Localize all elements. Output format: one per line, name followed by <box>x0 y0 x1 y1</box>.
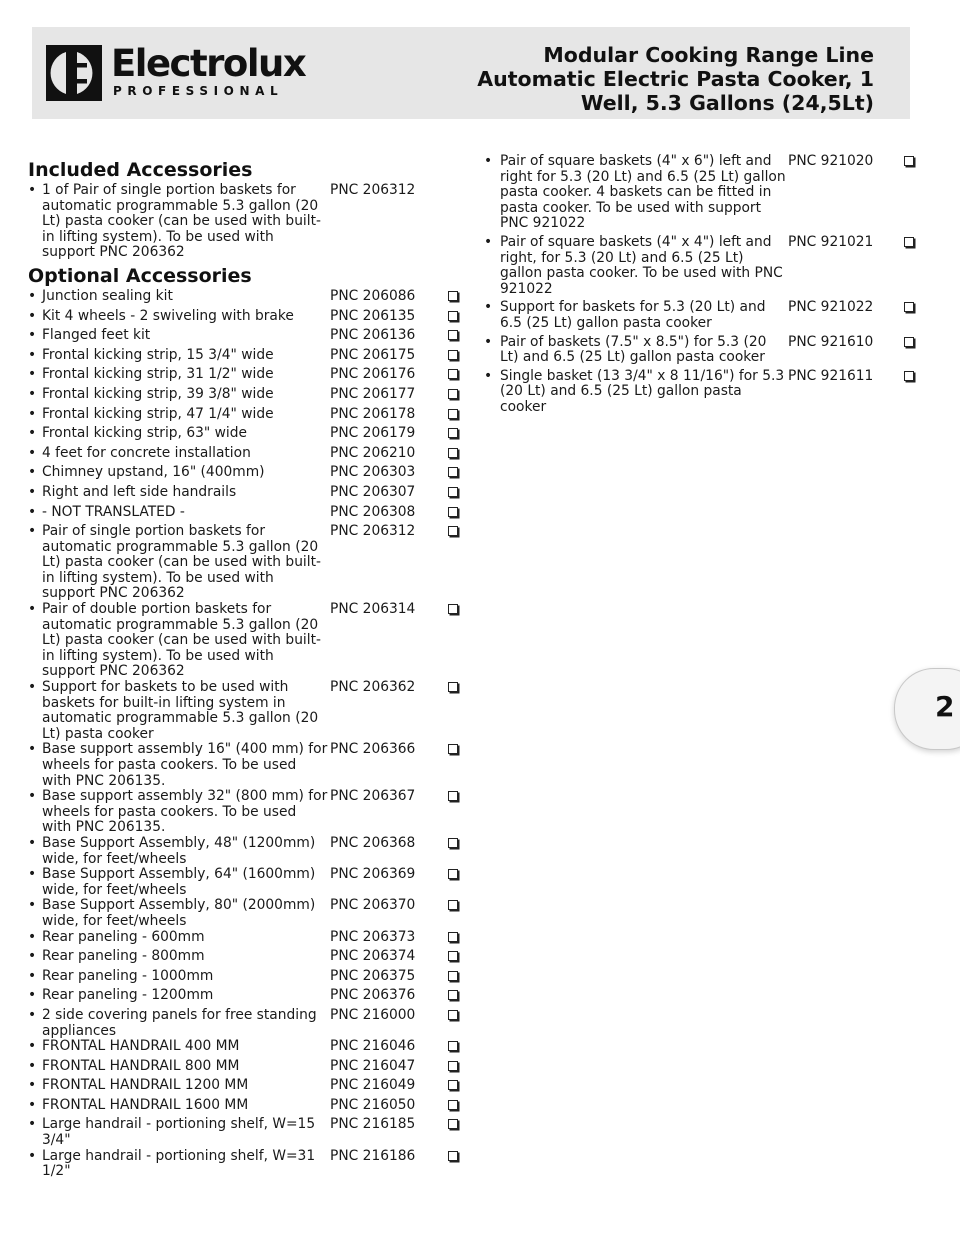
accessory-item <box>484 335 920 366</box>
accessory-pnc: PNC 206175 <box>330 346 416 363</box>
accessory-item <box>28 1117 468 1148</box>
title-line-1: Modular Cooking Range Line <box>543 43 874 67</box>
accessory-item <box>28 328 468 348</box>
optional-accessories-list <box>28 289 468 1180</box>
accessory-description: Base support assembly 32" (800 mm) for wheels for pasta cookers. To be used with PNC 206135. <box>42 788 328 836</box>
accessory-pnc: PNC 206366 <box>330 741 416 758</box>
bullet-icon: • <box>28 1038 37 1055</box>
checkbox-icon[interactable] <box>448 467 458 477</box>
accessory-pnc: PNC 206376 <box>330 987 416 1004</box>
checkbox-icon[interactable] <box>448 526 458 536</box>
accessory-description: Rear paneling - 600mm <box>42 928 205 945</box>
left-column <box>28 157 468 1180</box>
bullet-icon: • <box>28 897 37 914</box>
accessory-description: Base support assembly 16" (400 mm) for wheels for pasta cookers. To be used with PNC 206135. <box>42 741 328 789</box>
accessory-pnc: PNC 206314 <box>330 601 416 618</box>
accessory-item <box>28 680 468 742</box>
page-number-tab <box>894 668 960 750</box>
accessory-pnc: PNC 921022 <box>788 299 874 316</box>
accessory-item <box>28 836 468 867</box>
brand-name: Electrolux <box>111 42 306 85</box>
accessory-pnc: PNC 206179 <box>330 425 416 442</box>
bullet-icon: • <box>28 1096 37 1113</box>
bullet-icon: • <box>28 182 37 198</box>
checkbox-icon[interactable] <box>448 1119 458 1129</box>
checkbox-icon[interactable] <box>448 1080 458 1090</box>
accessory-description: Kit 4 wheels - 2 swiveling with brake <box>42 307 294 324</box>
bullet-icon: • <box>28 346 37 363</box>
accessory-item <box>28 426 468 446</box>
accessory-description: Pair of square baskets (4" x 4") left and right, for 5.3 (20 Lt) and 6.5 (25 Lt) gallon pasta cooker. To be used with PNC 921022 <box>500 233 783 297</box>
accessory-pnc: PNC 921610 <box>788 333 874 350</box>
accessory-pnc: PNC 921611 <box>788 367 874 384</box>
accessory-item <box>28 367 468 387</box>
accessory-pnc: PNC 206136 <box>330 327 416 344</box>
accessory-item <box>28 969 468 989</box>
accessory-description: Large handrail - portioning shelf, W=15 3/4" <box>42 1116 316 1149</box>
checkbox-icon[interactable] <box>448 869 458 879</box>
accessory-item <box>28 1059 468 1079</box>
accessory-item <box>28 898 468 929</box>
checkbox-icon[interactable] <box>448 838 458 848</box>
accessory-description: Frontal kicking strip, 15 3/4" wide <box>42 346 274 363</box>
accessory-item <box>28 1078 468 1098</box>
checkbox-icon[interactable] <box>448 951 458 961</box>
bullet-icon: • <box>28 444 37 461</box>
bullet-icon: • <box>28 928 37 945</box>
accessory-pnc: PNC 216050 <box>330 1096 416 1113</box>
accessory-item <box>28 1039 468 1059</box>
checkbox-icon[interactable] <box>448 990 458 1000</box>
bullet-icon: • <box>28 464 37 481</box>
bullet-icon: • <box>28 601 37 618</box>
checkbox-icon[interactable] <box>904 302 914 312</box>
accessory-pnc: PNC 216186 <box>330 1147 416 1164</box>
checkbox-icon[interactable] <box>448 932 458 942</box>
bullet-icon: • <box>28 834 37 851</box>
accessory-pnc: PNC 206375 <box>330 967 416 984</box>
accessory-description: FRONTAL HANDRAIL 1600 MM <box>42 1096 249 1113</box>
accessory-description: Pair of single portion baskets for automatic programmable 5.3 gallon (20 Lt) pasta cooker (can be used with built-in lifting system). To be used with support PNC 206362 <box>42 523 321 602</box>
accessory-description: Junction sealing kit <box>42 287 173 304</box>
accessory-item <box>28 988 468 1008</box>
accessory-pnc: PNC 216185 <box>330 1116 416 1133</box>
accessory-pnc: PNC 206178 <box>330 405 416 422</box>
checkbox-icon[interactable] <box>448 1061 458 1071</box>
checkbox-icon[interactable] <box>448 791 458 801</box>
accessory-pnc: PNC 206373 <box>330 928 416 945</box>
accessory-item <box>28 949 468 969</box>
checkbox-icon[interactable] <box>448 409 458 419</box>
bullet-icon: • <box>28 1057 37 1074</box>
document-title <box>434 43 874 115</box>
accessory-pnc: PNC 206312 <box>330 182 416 198</box>
accessory-item <box>28 930 468 950</box>
checkbox-icon[interactable] <box>904 371 914 381</box>
accessory-description: Support for baskets for 5.3 (20 Lt) and 6.5 (25 Lt) gallon pasta cooker <box>500 299 766 331</box>
bullet-icon: • <box>28 405 37 422</box>
accessory-description: Rear paneling - 1000mm <box>42 967 214 984</box>
accessory-pnc: PNC 206177 <box>330 385 416 402</box>
accessory-description: Base Support Assembly, 64" (1600mm) wide, for feet/wheels <box>42 866 316 898</box>
accessory-pnc: PNC 206370 <box>330 897 416 914</box>
checkbox-icon[interactable] <box>448 389 458 399</box>
accessory-item <box>484 235 920 297</box>
bullet-icon: • <box>28 967 37 984</box>
bullet-icon: • <box>28 307 37 324</box>
bullet-icon: • <box>484 153 493 169</box>
bullet-icon: • <box>28 327 37 344</box>
accessory-item <box>28 183 468 261</box>
bullet-icon: • <box>28 385 37 402</box>
accessory-pnc: PNC 921020 <box>788 153 874 169</box>
checkbox-icon[interactable] <box>448 682 458 692</box>
checkbox-icon[interactable] <box>448 350 458 360</box>
accessory-item <box>28 867 468 898</box>
bullet-icon: • <box>28 679 37 696</box>
checkbox-icon[interactable] <box>448 428 458 438</box>
header-banner <box>32 27 910 119</box>
bullet-icon: • <box>28 741 37 758</box>
accessory-item <box>28 485 468 505</box>
bullet-icon: • <box>28 523 37 540</box>
bullet-icon: • <box>28 987 37 1004</box>
accessory-pnc: PNC 206303 <box>330 464 416 481</box>
accessory-item <box>28 789 468 836</box>
checkbox-icon[interactable] <box>448 900 458 910</box>
checkbox-icon[interactable] <box>448 330 458 340</box>
accessory-description: Base Support Assembly, 48" (1200mm) wide, for feet/wheels <box>42 834 316 867</box>
accessory-item <box>484 300 920 331</box>
accessory-pnc: PNC 206374 <box>330 948 416 965</box>
bullet-icon: • <box>28 866 37 883</box>
accessory-description: Frontal kicking strip, 31 1/2" wide <box>42 366 274 383</box>
brand-subtitle: PROFESSIONAL <box>113 84 284 98</box>
accessory-item <box>28 602 468 680</box>
bullet-icon: • <box>28 287 37 304</box>
checkbox-icon[interactable] <box>448 744 458 754</box>
checkbox-icon[interactable] <box>448 1010 458 1020</box>
bullet-icon: • <box>28 366 37 383</box>
checkbox-icon[interactable] <box>448 311 458 321</box>
accessory-description: Single basket (13 3/4" x 8 11/16") for 5.3 (20 Lt) and 6.5 (25 Lt) gallon pasta cooker <box>500 367 785 415</box>
bullet-icon: • <box>484 233 493 250</box>
checkbox-icon[interactable] <box>904 237 914 247</box>
accessory-description: Frontal kicking strip, 47 1/4" wide <box>42 405 274 422</box>
accessory-description: Rear paneling - 1200mm <box>42 987 214 1004</box>
accessory-description: Pair of baskets (7.5" x 8.5") for 5.3 (20 Lt) and 6.5 (25 Lt) gallon pasta cooker <box>500 333 767 366</box>
accessory-pnc: PNC 206368 <box>330 834 416 851</box>
accessory-pnc: PNC 206307 <box>330 483 416 500</box>
bullet-icon: • <box>28 483 37 500</box>
accessory-pnc: PNC 206210 <box>330 444 416 461</box>
bullet-icon: • <box>28 1147 37 1164</box>
checkbox-icon[interactable] <box>448 448 458 458</box>
page-number: 2 <box>935 690 955 723</box>
checkbox-icon[interactable] <box>448 369 458 379</box>
bullet-icon: • <box>484 299 493 316</box>
accessory-description: Right and left side handrails <box>42 483 237 500</box>
checkbox-icon[interactable] <box>904 156 914 166</box>
accessory-item <box>28 407 468 427</box>
included-accessories-heading: Included Accessories <box>28 159 253 181</box>
accessory-pnc: PNC 216049 <box>330 1077 416 1094</box>
accessory-pnc: PNC 206176 <box>330 366 416 383</box>
bullet-icon: • <box>28 1006 37 1023</box>
bullet-icon: • <box>484 367 493 384</box>
checkbox-icon[interactable] <box>904 337 914 347</box>
accessory-description: Support for baskets to be used with baskets for built-in lifting system in automatic programmable 5.3 gallon (20 Lt) pasta cooker <box>42 679 319 742</box>
accessory-pnc: PNC 206308 <box>330 503 416 520</box>
accessory-pnc: PNC 216047 <box>330 1057 416 1074</box>
accessory-description: FRONTAL HANDRAIL 800 MM <box>42 1057 240 1074</box>
accessory-item <box>28 742 468 789</box>
accessory-pnc: PNC 216000 <box>330 1006 416 1023</box>
accessory-item <box>484 369 920 416</box>
accessory-pnc: PNC 206362 <box>330 679 416 696</box>
title-line-2: Automatic Electric Pasta Cooker, 1 <box>477 67 874 91</box>
checkbox-icon[interactable] <box>448 1151 458 1161</box>
bullet-icon: • <box>484 333 493 350</box>
accessory-description: Pair of square baskets (4" x 6") left and right for 5.3 (20 Lt) and 6.5 (25 Lt) gallon pasta cooker. 4 baskets can be fitted in pasta cooker. To be used with support PNC 921022 <box>500 153 786 232</box>
accessory-pnc: PNC 206086 <box>330 287 416 304</box>
accessory-item <box>28 524 468 602</box>
accessory-description: FRONTAL HANDRAIL 400 MM <box>42 1038 240 1055</box>
accessory-item <box>28 1098 468 1118</box>
accessory-description: Pair of double portion baskets for automatic programmable 5.3 gallon (20 Lt) pasta cooker (can be used with built-in lifting system). To be used with support PNC 206362 <box>42 601 321 680</box>
accessory-description: FRONTAL HANDRAIL 1200 MM <box>42 1077 249 1094</box>
accessory-item <box>28 446 468 466</box>
accessory-description: Rear paneling - 800mm <box>42 948 205 965</box>
bullet-icon: • <box>28 1116 37 1133</box>
right-accessories-list <box>484 154 920 416</box>
right-column <box>484 154 920 419</box>
accessory-item <box>28 1008 468 1039</box>
accessory-item <box>28 348 468 368</box>
accessory-description: Base Support Assembly, 80" (2000mm) wide, for feet/wheels <box>42 897 316 929</box>
checkbox-icon[interactable] <box>448 1100 458 1110</box>
accessory-pnc: PNC 206312 <box>330 523 416 540</box>
accessory-description: Large handrail - portioning shelf, W=31 1/2" <box>42 1147 316 1180</box>
accessory-pnc: PNC 216046 <box>330 1038 416 1055</box>
bullet-icon: • <box>28 788 37 805</box>
bullet-icon: • <box>28 425 37 442</box>
accessory-item <box>28 387 468 407</box>
accessory-item <box>484 154 920 232</box>
accessory-pnc: PNC 206135 <box>330 307 416 324</box>
accessory-pnc: PNC 921021 <box>788 233 874 250</box>
checkbox-icon[interactable] <box>448 1041 458 1051</box>
accessory-description: 4 feet for concrete installation <box>42 444 251 461</box>
bullet-icon: • <box>28 503 37 520</box>
accessory-item <box>28 1149 468 1180</box>
accessory-pnc: PNC 206369 <box>330 866 416 883</box>
accessory-item <box>28 309 468 329</box>
included-accessories-list <box>28 183 468 261</box>
accessory-description: 1 of Pair of single portion baskets for automatic programmable 5.3 gallon (20 Lt) pasta cooker (can be used with built-in lifting system). To be used with support PNC 206362 <box>42 182 321 261</box>
electrolux-logo-icon <box>46 45 102 101</box>
checkbox-icon[interactable] <box>448 971 458 981</box>
optional-accessories-heading: Optional Accessories <box>28 264 252 287</box>
bullet-icon: • <box>28 948 37 965</box>
accessory-item <box>28 505 468 525</box>
accessory-pnc: PNC 206367 <box>330 788 416 805</box>
accessory-description: Flanged feet kit <box>42 327 151 344</box>
bullet-icon: • <box>28 1077 37 1094</box>
accessory-item <box>28 289 468 309</box>
checkbox-icon[interactable] <box>448 507 458 517</box>
accessory-item <box>28 465 468 485</box>
accessory-description: Chimney upstand, 16" (400mm) <box>42 464 265 481</box>
accessory-description: Frontal kicking strip, 39 3/8" wide <box>42 385 274 402</box>
accessory-description: Frontal kicking strip, 63" wide <box>42 425 247 442</box>
title-line-3: Well, 5.3 Gallons (24,5Lt) <box>580 91 874 115</box>
accessory-description: 2 side covering panels for free standing appliances <box>42 1006 317 1039</box>
checkbox-icon[interactable] <box>448 487 458 497</box>
checkbox-icon[interactable] <box>448 291 458 301</box>
checkbox-icon[interactable] <box>448 604 458 614</box>
accessory-description: - NOT TRANSLATED - <box>42 503 185 520</box>
